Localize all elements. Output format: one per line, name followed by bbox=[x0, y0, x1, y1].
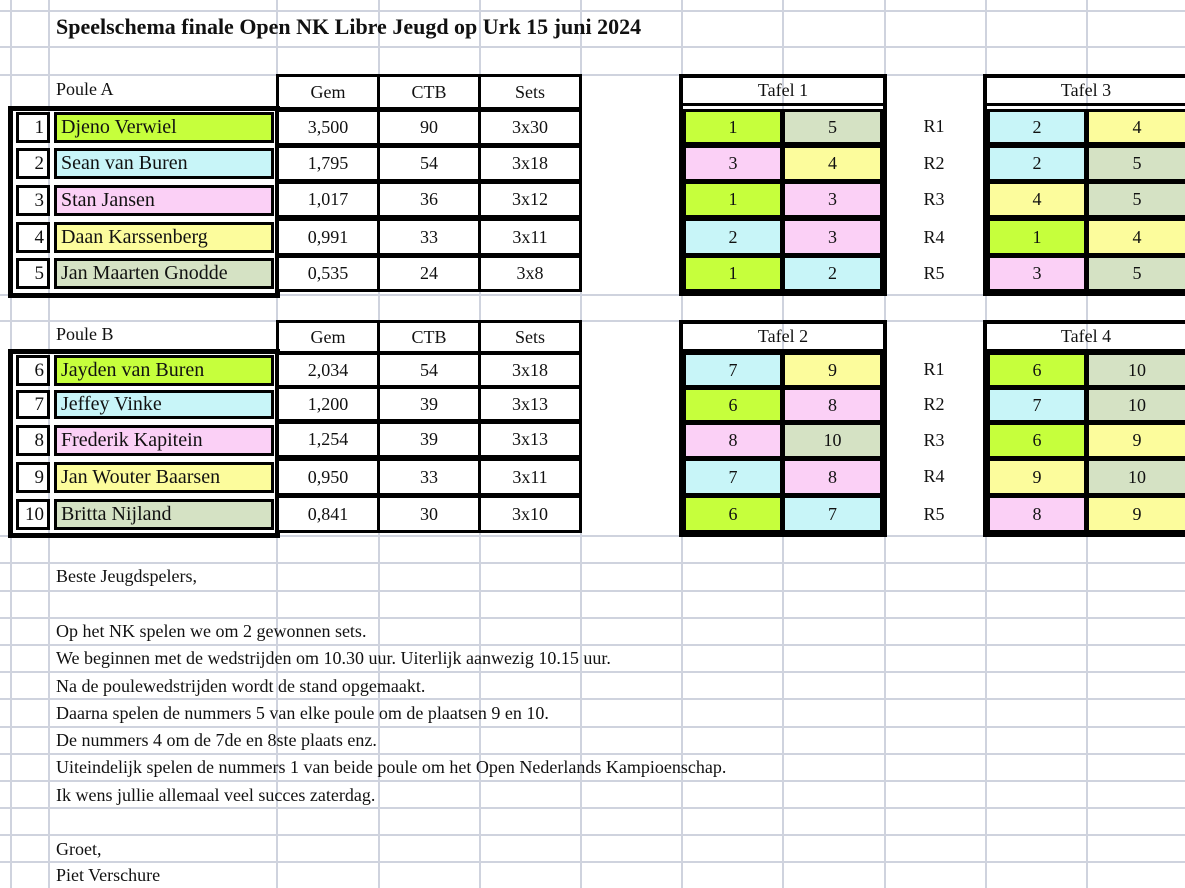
match-player-b: 3 bbox=[782, 181, 883, 218]
player-gem: 1,200 bbox=[276, 386, 380, 422]
match-player-a: 2 bbox=[987, 109, 1087, 145]
player-gem: 2,034 bbox=[276, 352, 380, 388]
match-player-b: 10 bbox=[1086, 387, 1185, 423]
player-sets: 3x11 bbox=[478, 458, 582, 496]
player-number: 7 bbox=[16, 390, 50, 419]
gridline bbox=[0, 617, 1185, 619]
player-sets: 3x13 bbox=[478, 421, 582, 458]
player-gem: 1,795 bbox=[276, 145, 380, 182]
header-ctb: CTB bbox=[377, 320, 481, 354]
player-number: 1 bbox=[16, 112, 50, 143]
poule-a-label: Poule A bbox=[56, 79, 114, 99]
message-line: Op het NK spelen we om 2 gewonnen sets. bbox=[56, 621, 367, 641]
message-line: Piet Verschure bbox=[56, 865, 161, 885]
player-gem: 3,500 bbox=[276, 109, 380, 146]
gridline bbox=[0, 698, 1185, 700]
player-gem: 0,841 bbox=[276, 495, 380, 533]
player-ctb: 30 bbox=[377, 495, 481, 533]
message-line: De nummers 4 om de 7de en 8ste plaats enz. bbox=[56, 730, 377, 750]
player-sets: 3x30 bbox=[478, 109, 582, 146]
gridline bbox=[0, 590, 1185, 592]
player-sets: 3x12 bbox=[478, 181, 582, 218]
page-title: Speelschema finale Open NK Libre Jeugd op Urk 15 juni 2024 bbox=[56, 14, 642, 39]
player-name: Daan Karssenberg bbox=[54, 222, 274, 253]
player-ctb: 90 bbox=[377, 109, 481, 146]
player-sets: 3x13 bbox=[478, 386, 582, 422]
match-player-a: 1 bbox=[683, 109, 783, 145]
match-player-b: 5 bbox=[1086, 181, 1185, 218]
header-sets: Sets bbox=[478, 74, 582, 110]
message-line: Uiteindelijk spelen de nummers 1 van beide poule om het Open Nederlands Kampioenschap. bbox=[56, 757, 727, 777]
player-number: 6 bbox=[16, 355, 50, 386]
message-line: Daarna spelen de nummers 5 van elke poule om de plaatsen 9 en 10. bbox=[56, 703, 549, 723]
player-number: 3 bbox=[16, 185, 50, 216]
player-ctb: 54 bbox=[377, 145, 481, 182]
player-gem: 0,535 bbox=[276, 255, 380, 292]
match-player-b: 7 bbox=[782, 495, 883, 533]
match-player-b: 5 bbox=[1086, 255, 1185, 292]
player-name: Djeno Verwiel bbox=[54, 112, 274, 143]
player-gem: 1,017 bbox=[276, 181, 380, 218]
match-player-b: 10 bbox=[1086, 352, 1185, 388]
player-gem: 1,254 bbox=[276, 421, 380, 458]
player-name: Frederik Kapitein bbox=[54, 425, 274, 456]
round-label: R4 bbox=[923, 227, 945, 247]
player-name: Stan Jansen bbox=[54, 185, 274, 216]
match-player-b: 10 bbox=[782, 422, 883, 459]
message-line: We beginnen met de wedstrijden om 10.30 uur. Uiterlijk aanwezig 10.15 uur. bbox=[56, 648, 611, 668]
gridline bbox=[0, 807, 1185, 809]
match-player-a: 1 bbox=[683, 181, 783, 218]
match-player-b: 3 bbox=[782, 218, 883, 256]
match-player-b: 8 bbox=[782, 387, 883, 423]
match-player-a: 6 bbox=[683, 387, 783, 423]
player-name: Jan Wouter Baarsen bbox=[54, 462, 274, 493]
tafel-1-header: Tafel 1 bbox=[683, 78, 883, 106]
gridline bbox=[0, 10, 1185, 12]
player-ctb: 39 bbox=[377, 386, 481, 422]
message-line: Groet, bbox=[56, 839, 102, 859]
match-player-b: 5 bbox=[1086, 145, 1185, 182]
player-sets: 3x11 bbox=[478, 218, 582, 256]
round-label: R2 bbox=[923, 153, 945, 173]
match-player-b: 10 bbox=[1086, 458, 1185, 496]
round-label: R5 bbox=[923, 263, 945, 283]
header-gem: Gem bbox=[276, 74, 380, 110]
gridline bbox=[0, 46, 1185, 48]
player-sets: 3x10 bbox=[478, 495, 582, 533]
match-player-a: 6 bbox=[683, 495, 783, 533]
player-ctb: 54 bbox=[377, 352, 481, 388]
header-gem: Gem bbox=[276, 320, 380, 354]
round-label: R5 bbox=[923, 504, 945, 524]
player-number: 5 bbox=[16, 258, 50, 289]
gridline bbox=[0, 753, 1185, 755]
match-player-a: 7 bbox=[987, 387, 1087, 423]
gridline bbox=[0, 671, 1185, 673]
match-player-a: 2 bbox=[683, 218, 783, 256]
match-player-b: 4 bbox=[1086, 109, 1185, 145]
gridline bbox=[0, 726, 1185, 728]
match-player-a: 2 bbox=[987, 145, 1087, 182]
match-player-b: 4 bbox=[782, 145, 883, 182]
match-player-a: 8 bbox=[987, 495, 1087, 533]
match-player-a: 1 bbox=[987, 218, 1087, 256]
tafel-2-header: Tafel 2 bbox=[683, 324, 883, 352]
player-gem: 0,991 bbox=[276, 218, 380, 256]
tafel-4-header: Tafel 4 bbox=[987, 324, 1185, 352]
header-sets: Sets bbox=[478, 320, 582, 354]
match-player-b: 9 bbox=[1086, 495, 1185, 533]
gridline bbox=[0, 861, 1185, 863]
match-player-b: 8 bbox=[782, 458, 883, 496]
match-player-a: 3 bbox=[987, 255, 1087, 292]
round-label: R2 bbox=[923, 394, 945, 414]
gridline bbox=[0, 834, 1185, 836]
match-player-b: 9 bbox=[782, 352, 883, 388]
round-label: R1 bbox=[923, 116, 945, 136]
player-number: 8 bbox=[16, 425, 50, 456]
player-number: 2 bbox=[16, 148, 50, 179]
round-label: R4 bbox=[923, 466, 945, 486]
tafel-3-header: Tafel 3 bbox=[987, 78, 1185, 106]
match-player-a: 1 bbox=[683, 255, 783, 292]
player-number: 10 bbox=[16, 499, 50, 530]
gridline bbox=[0, 644, 1185, 646]
match-player-a: 8 bbox=[683, 422, 783, 459]
player-number: 4 bbox=[16, 222, 50, 253]
round-label: R3 bbox=[923, 189, 945, 209]
player-ctb: 24 bbox=[377, 255, 481, 292]
match-player-a: 3 bbox=[683, 145, 783, 182]
player-sets: 3x18 bbox=[478, 352, 582, 388]
round-label: R3 bbox=[923, 430, 945, 450]
player-name: Sean van Buren bbox=[54, 148, 274, 179]
match-player-a: 7 bbox=[683, 458, 783, 496]
player-ctb: 39 bbox=[377, 421, 481, 458]
player-name: Jayden van Buren bbox=[54, 355, 274, 386]
match-player-a: 9 bbox=[987, 458, 1087, 496]
match-player-b: 9 bbox=[1086, 422, 1185, 459]
match-player-a: 7 bbox=[683, 352, 783, 388]
match-player-b: 2 bbox=[782, 255, 883, 292]
round-label: R1 bbox=[923, 359, 945, 379]
player-gem: 0,950 bbox=[276, 458, 380, 496]
match-player-b: 5 bbox=[782, 109, 883, 145]
player-ctb: 33 bbox=[377, 458, 481, 496]
player-name: Britta Nijland bbox=[54, 499, 274, 530]
player-ctb: 36 bbox=[377, 181, 481, 218]
player-sets: 3x18 bbox=[478, 145, 582, 182]
poule-b-label: Poule B bbox=[56, 324, 114, 344]
message-line: Beste Jeugdspelers, bbox=[56, 566, 197, 586]
message-line: Ik wens jullie allemaal veel succes zaterdag. bbox=[56, 785, 376, 805]
match-player-a: 6 bbox=[987, 422, 1087, 459]
player-sets: 3x8 bbox=[478, 255, 582, 292]
match-player-a: 4 bbox=[987, 181, 1087, 218]
player-number: 9 bbox=[16, 462, 50, 493]
player-name: Jeffey Vinke bbox=[54, 390, 274, 419]
player-name: Jan Maarten Gnodde bbox=[54, 258, 274, 289]
player-ctb: 33 bbox=[377, 218, 481, 256]
match-player-b: 4 bbox=[1086, 218, 1185, 256]
gridline bbox=[0, 562, 1185, 564]
gridline bbox=[0, 780, 1185, 782]
message-line: Na de poulewedstrijden wordt de stand opgemaakt. bbox=[56, 676, 426, 696]
header-ctb: CTB bbox=[377, 74, 481, 110]
match-player-a: 6 bbox=[987, 352, 1087, 388]
